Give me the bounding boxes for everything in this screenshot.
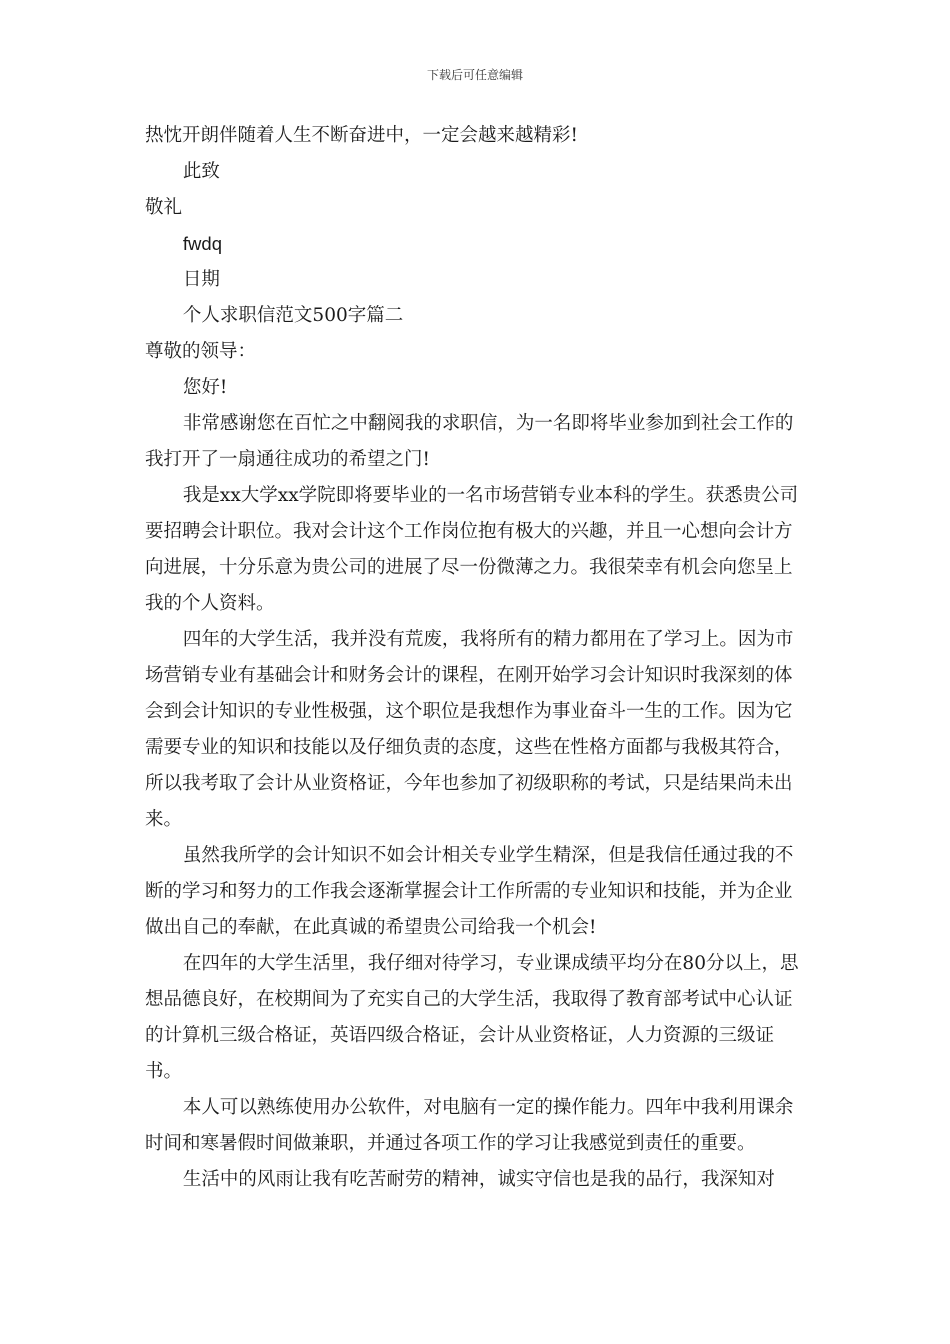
section-title: 个人求职信范文500字篇二 bbox=[182, 305, 404, 326]
date-line: 日期 bbox=[182, 269, 220, 290]
greeting: 您好! bbox=[182, 377, 228, 398]
paragraph: 在四年的大学生活里，我仔细对待学习，专业课成绩平均分在80分以上，思想品德良好，在校期间为了充实自己的大学生活，我取得了教育部考试中心认证的计算机三级合格证，英语四级合格证，会计从业资格证，人力资源的三级证书。 bbox=[145, 953, 799, 1082]
page-header: 下载后可任意编辑 bbox=[426, 68, 523, 82]
paragraph: 生活中的风雨让我有吃苦耐劳的精神，诚实守信也是我的品行，我深知对 bbox=[182, 1169, 775, 1190]
closing-line: 热忱开朗伴随着人生不断奋进中，一定会越来越精彩! bbox=[145, 125, 578, 146]
paragraph: 虽然我所学的会计知识不如会计相关专业学生精深，但是我信任通过我的不断的学习和努力的工作我会逐渐掌握会计工作所需的专业知识和技能，并为企业做出自己的奉献，在此真诚的希望贵公司给我一个机会! bbox=[145, 845, 794, 938]
paragraph: 非常感谢您在百忙之中翻阅我的求职信，为一名即将毕业参加到社会工作的我打开了一扇通往成功的希望之门! bbox=[145, 413, 794, 470]
paragraph: 我是xx大学xx学院即将要毕业的一名市场营销专业本科的学生。获悉贵公司要招聘会计职位。我对会计这个工作岗位抱有极大的兴趣，并且一心想向会计方向进展，十分乐意为贵公司的进展了尽一份微薄之力。我很荣幸有机会向您呈上我的个人资料。 bbox=[145, 485, 799, 614]
document-body bbox=[145, 118, 805, 1198]
salutation: 尊敬的领导： bbox=[145, 341, 257, 362]
signature: fwdq bbox=[182, 233, 222, 254]
paragraph: 四年的大学生活，我并没有荒废，我将所有的精力都用在了学习上。因为市场营销专业有基础会计和财务会计的课程，在刚开始学习会计知识时我深刻的体会到会计知识的专业性极强，这个职位是我想作为事业奋斗一生的工作。因为它需要专业的知识和技能以及仔细负责的态度，这些在性格方面都与我极其符合，所以我考取了会计从业资格证，今年也参加了初级职称的考试，只是结果尚未出来。 bbox=[145, 629, 794, 830]
jingli-line: 敬礼 bbox=[145, 197, 183, 218]
cizhi-line: 此致 bbox=[182, 161, 220, 182]
paragraph: 本人可以熟练使用办公软件，对电脑有一定的操作能力。四年中我利用课余时间和寒暑假时间做兼职，并通过各项工作的学习让我感觉到责任的重要。 bbox=[145, 1097, 794, 1154]
